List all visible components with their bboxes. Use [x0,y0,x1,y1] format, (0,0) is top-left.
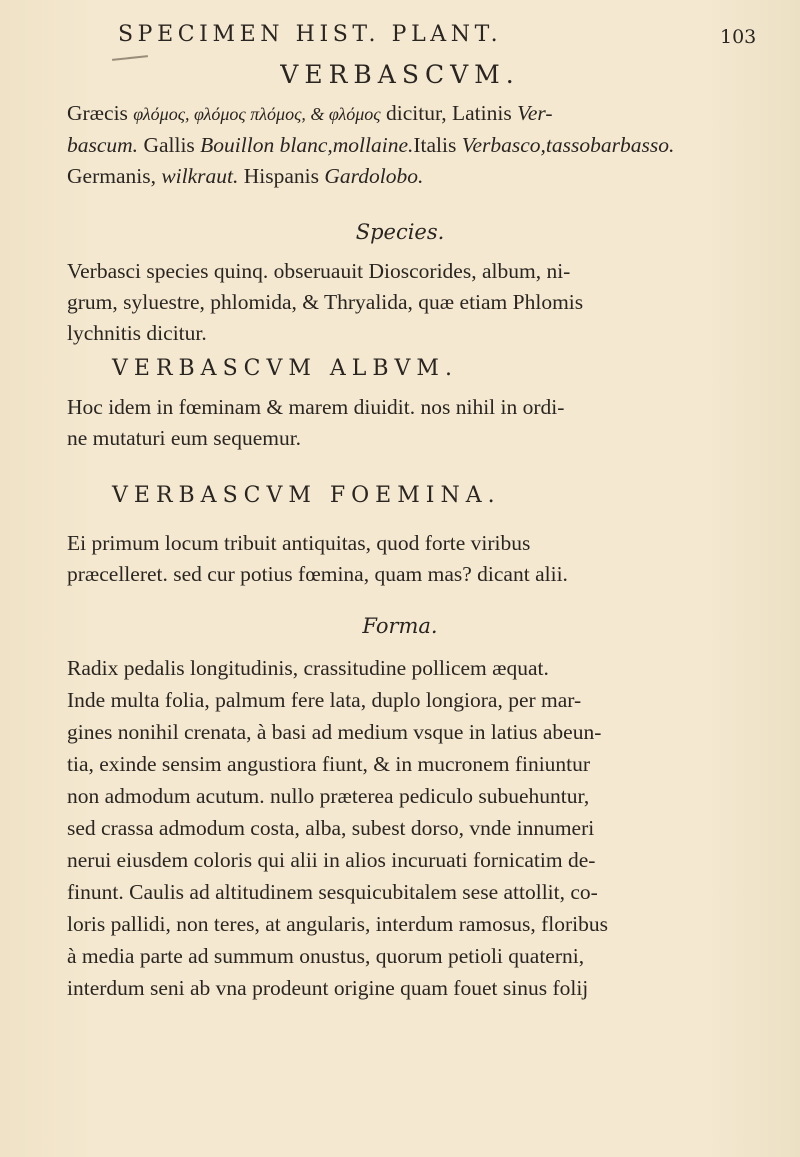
species-paragraph [67,256,757,349]
forma-paragraph [67,652,757,1004]
album-heading: VERBASCVM ALBVM. [112,356,458,381]
album-line: Hoc idem in fœminam & marem diuidit. nos nihil in ordi- [67,395,565,419]
text-segment: wilkraut. [161,164,239,188]
text-segment: dicitur, Latinis [385,101,512,125]
intro-line-3 [67,161,757,192]
forma-line: sed crassa admodum costa, alba, subest dorso, vnde innumeri [67,816,595,840]
text-segment: Bouillon blanc,mollaine. [200,133,414,157]
forma-line: loris pallidi, non teres, at angularis, interdum ramosus, floribus [67,912,608,936]
forma-line: interdum seni ab vna prodeunt origine quam fouet sinus folij [67,976,589,1000]
species-line: lychnitis dicitur. [67,321,207,345]
intro-paragraph [67,98,757,192]
forma-line: Inde multa folia, palmum fere lata, duplo longiora, per mar- [67,688,582,712]
album-paragraph [67,392,757,454]
running-title: SPECIMEN HIST. PLANT. [118,22,503,47]
forma-heading: Forma. [362,614,438,638]
text-segment: bascum. [67,133,139,157]
forma-line: finunt. Caulis ad altitudinem sesquicubitalem sese attollit, co- [67,880,598,904]
intro-line-1 [67,98,757,130]
text-segment: Verbasco,tassobarbasso. [461,133,675,157]
main-title: VERBASCVM. [280,60,520,89]
species-heading: Species. [355,220,445,244]
intro-line-2 [67,130,757,161]
page-number: 103 [720,26,757,48]
text-segment: Gardolobo. [324,164,424,188]
forma-line: gines nonihil crenata, à basi ad medium vsque in latius abeun- [67,720,602,744]
forma-line: à media parte ad summum onustus, quorum petioli quaterni, [67,944,585,968]
femina-heading: VERBASCVM FOEMINA. [112,483,501,508]
forma-line: non admodum acutum. nullo præterea pediculo subuehuntur, [67,784,590,808]
greek-names: φλόμος, φλόμος πλόμος, & φλόμος [133,104,381,124]
text-segment: Græcis [67,101,128,125]
forma-line: tia, exinde sensim angustiora fiunt, & in mucronem finiuntur [67,752,591,776]
album-line: ne mutaturi eum sequemur. [67,426,302,450]
text-segment: Hispanis [243,164,320,188]
text-segment: Gallis [143,133,195,157]
forma-line: nerui eiusdem coloris qui alii in alios incuruati fornicatim de- [67,848,596,872]
femina-paragraph [67,528,757,590]
species-line: Verbasci species quinq. obseruauit Dioscorides, album, ni- [67,259,571,283]
text-segment: Ver- [517,101,553,125]
text-segment: Germanis, [67,164,156,188]
species-line: grum, syluestre, phlomida, & Thryalida, quæ etiam Phlomis [67,290,584,314]
text-segment: Italis [413,133,457,157]
femina-line: præcelleret. sed cur potius fœmina, quam mas? dicant alii. [67,562,568,586]
forma-line: Radix pedalis longitudinis, crassitudine pollicem æquat. [67,656,549,680]
femina-line: Ei primum locum tribuit antiquitas, quod forte viribus [67,531,531,555]
